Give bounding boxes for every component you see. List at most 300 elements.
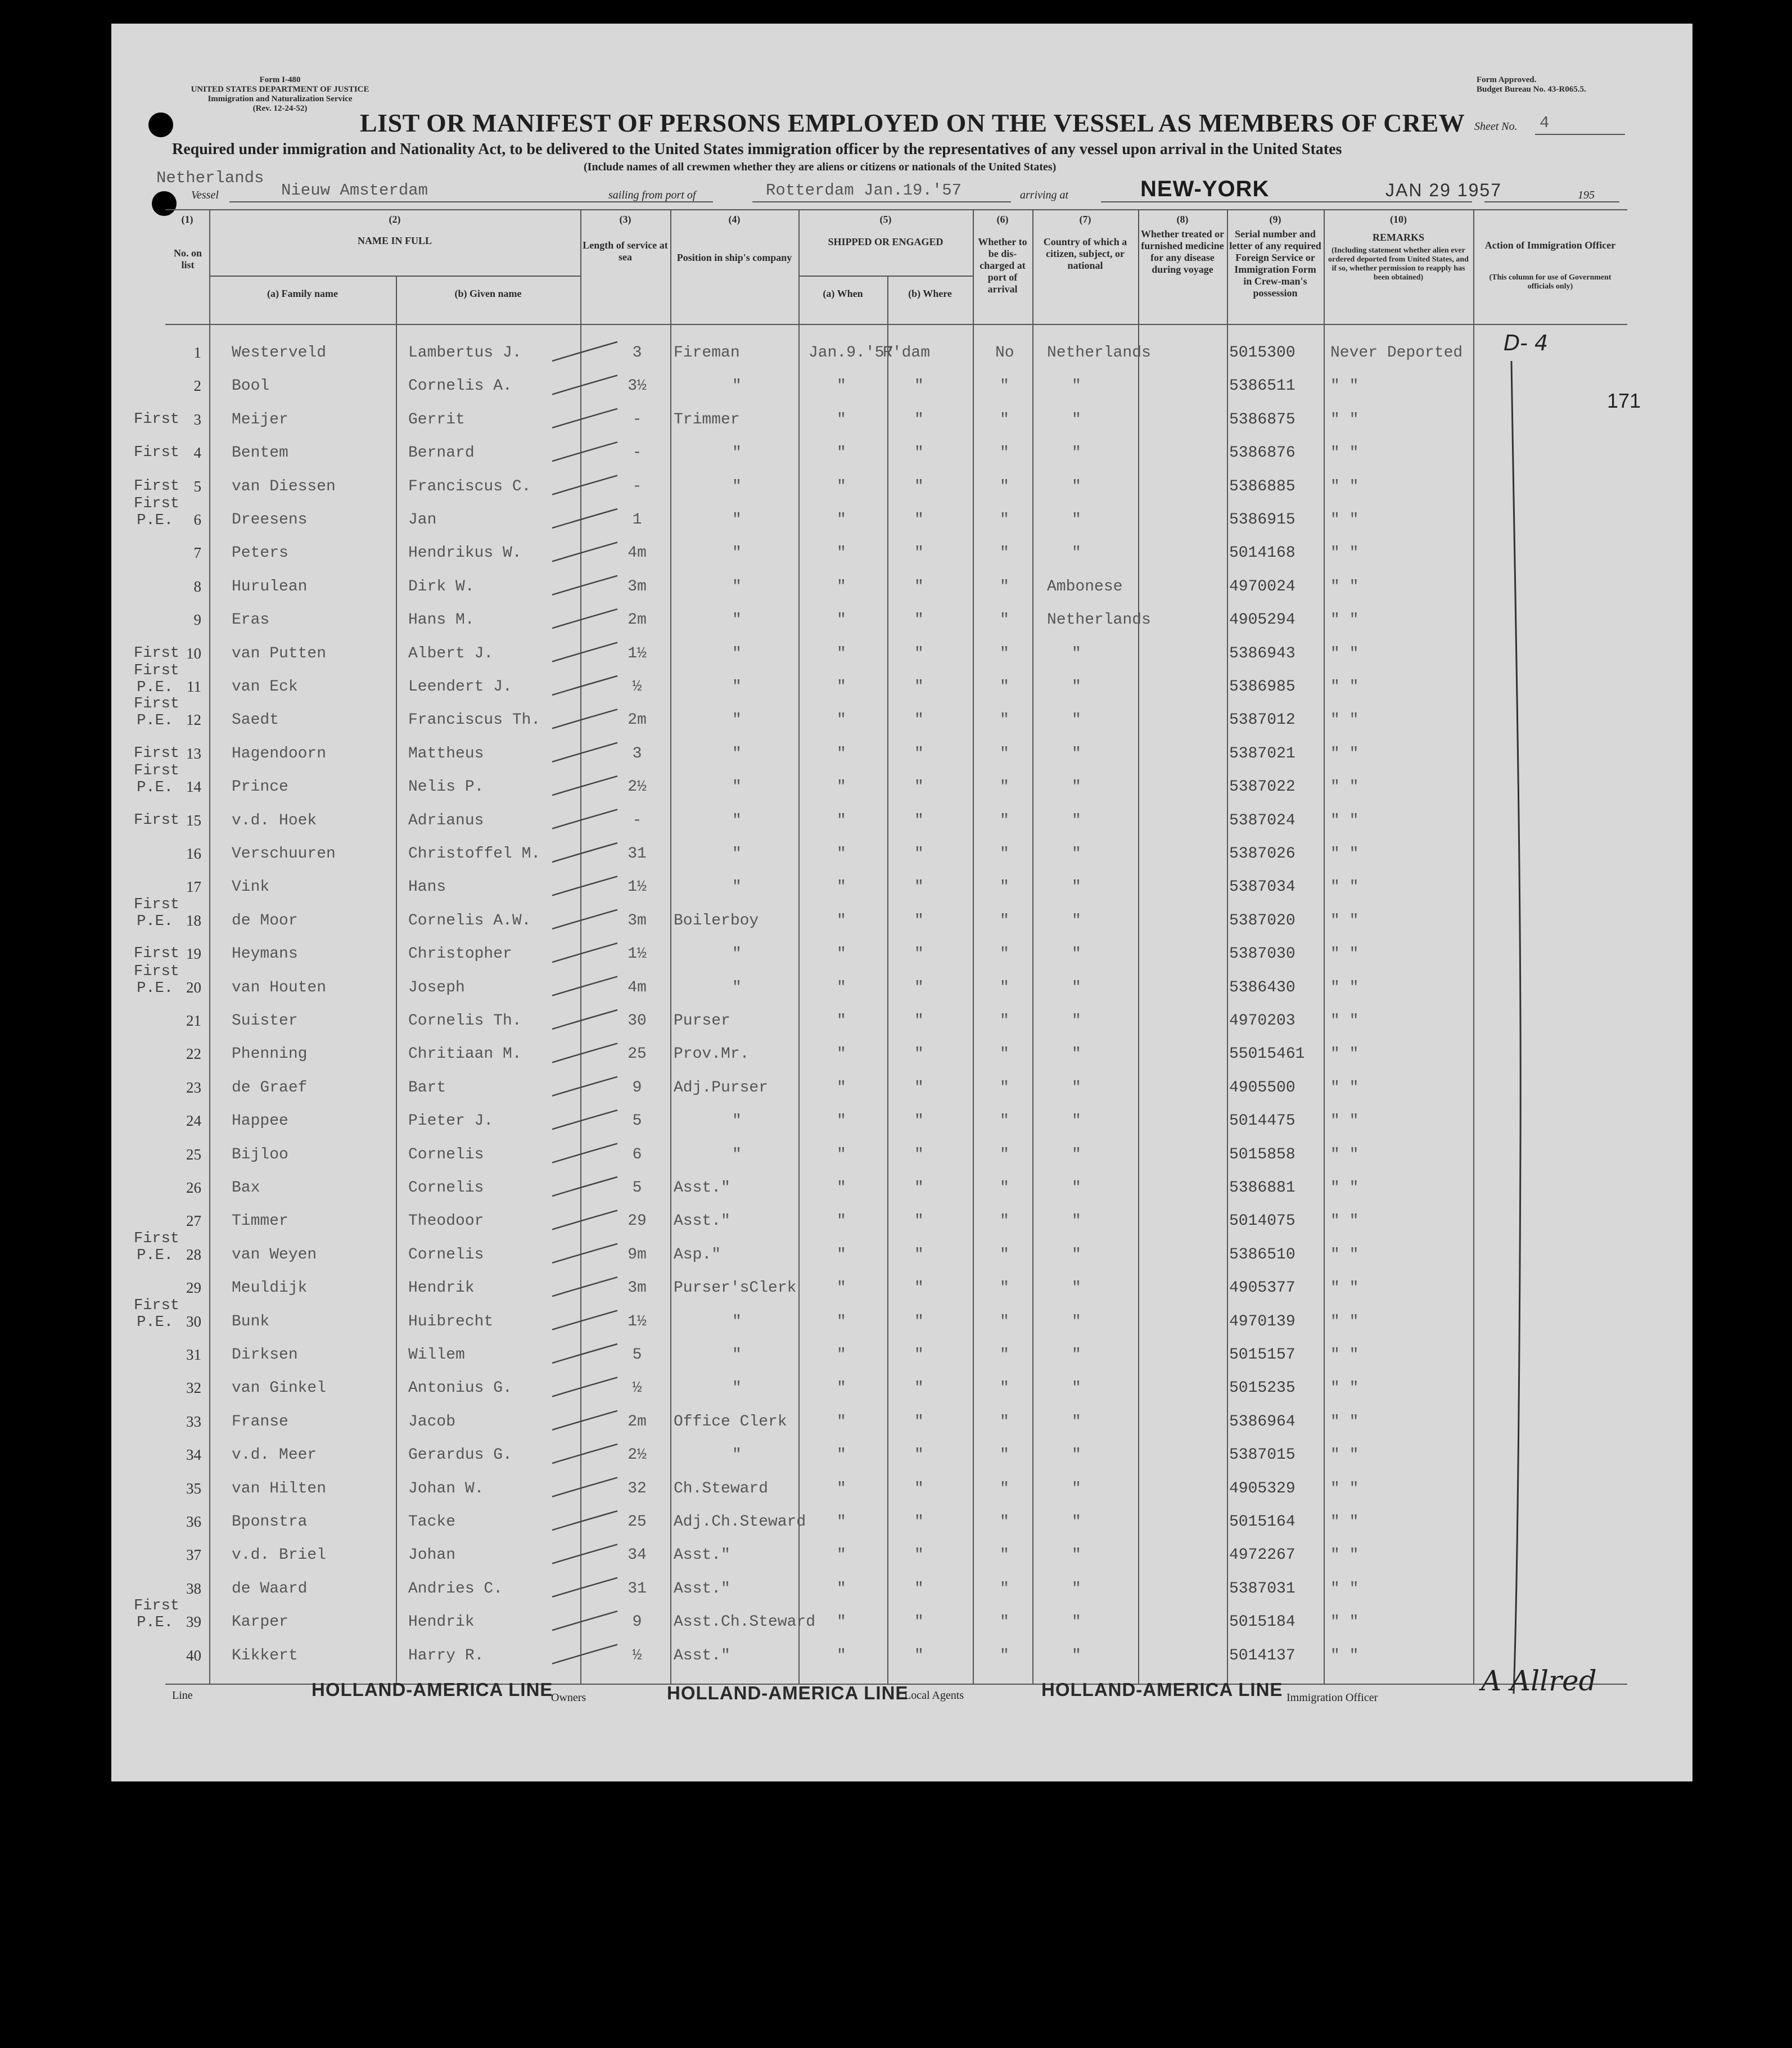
- shipped-where-cell: R'dam: [883, 344, 931, 362]
- remarks-cell: " ": [1330, 1279, 1359, 1297]
- shipped-where-cell: ": [914, 1079, 924, 1097]
- position-cell: ": [732, 611, 742, 629]
- shipped-when-cell: ": [837, 544, 846, 562]
- col2a-header: (a) Family name: [267, 288, 338, 299]
- family-name-cell: Franse: [232, 1413, 288, 1431]
- remarks-cell: " ": [1330, 845, 1359, 863]
- service-length-cell: 31: [628, 845, 647, 863]
- serial-number-cell: 5386985: [1229, 678, 1296, 696]
- row-number-cell: 34: [186, 1446, 201, 1464]
- year-label: 195: [1578, 189, 1595, 201]
- margin-note: First: [134, 945, 180, 963]
- shipped-when-cell: ": [837, 811, 846, 829]
- row-number-cell: 17: [186, 878, 201, 896]
- position-cell: ": [732, 678, 742, 696]
- check-mark: [552, 576, 617, 595]
- sheet-number: 4: [1540, 114, 1550, 132]
- country-cell: ": [1072, 1279, 1081, 1297]
- remarks-cell: " ": [1330, 811, 1359, 829]
- sheet-label: Sheet No.: [1474, 120, 1518, 133]
- country-cell: ": [1072, 1346, 1081, 1364]
- col10-note: (Including statement whether alien ever ordered deported from United States, and if so, whether permission to reapply has been obtained): [1328, 246, 1469, 282]
- given-name-cell: Adrianus: [408, 811, 484, 829]
- family-name-cell: Prince: [232, 778, 288, 796]
- check-mark: [552, 409, 617, 428]
- given-name-cell: Hans: [408, 878, 446, 896]
- given-name-cell: Cornelis: [408, 1145, 484, 1163]
- col4-number: (4): [728, 214, 741, 225]
- row-number-cell: 39: [186, 1613, 201, 1631]
- discharged-cell: ": [1000, 1446, 1009, 1464]
- position-cell: ": [732, 1446, 742, 1464]
- shipped-where-cell: ": [914, 1580, 924, 1598]
- service-length-cell: 2½: [628, 1446, 647, 1464]
- page-title: LIST OR MANIFEST OF PERSONS EMPLOYED ON THE VESSEL AS MEMBERS OF CREW: [360, 109, 1465, 137]
- serial-number-cell: 5015858: [1229, 1145, 1296, 1163]
- shipped-where-cell: ": [914, 511, 924, 529]
- position-cell: ": [732, 1312, 742, 1330]
- margin-note: First P.E.: [134, 696, 180, 730]
- service-length-cell: 3: [632, 745, 642, 763]
- service-length-cell: 32: [628, 1479, 647, 1497]
- position-cell: ": [732, 978, 742, 996]
- shipped-when-cell: ": [837, 1446, 846, 1464]
- shipped-where-cell: ": [914, 912, 924, 930]
- given-name-cell: Theodoor: [408, 1212, 484, 1230]
- given-name-cell: Chritiaan M.: [408, 1045, 522, 1063]
- shipped-when-cell: ": [837, 1479, 846, 1497]
- col9-number: (9): [1269, 214, 1281, 225]
- given-name-cell: Christopher: [408, 945, 512, 963]
- country-cell: ": [1072, 1045, 1081, 1063]
- shipped-when-cell: ": [837, 1212, 846, 1230]
- departure-port: Rotterdam Jan.19.'57: [766, 181, 962, 200]
- remarks-cell: " ": [1330, 1646, 1359, 1664]
- shipped-where-cell: ": [914, 1279, 924, 1297]
- family-name-cell: Vink: [232, 878, 270, 896]
- service-length-cell: ½: [632, 1646, 642, 1664]
- check-mark: [552, 1544, 617, 1563]
- service-length-cell: 6: [632, 1145, 642, 1163]
- family-name-cell: Bijloo: [232, 1145, 288, 1163]
- officer-label: Immigration Officer: [1287, 1691, 1378, 1704]
- serial-number-cell: 4905500: [1229, 1079, 1296, 1097]
- discharged-cell: ": [1000, 878, 1009, 896]
- shipped-when-cell: ": [837, 611, 846, 629]
- given-name-cell: Huibrecht: [408, 1312, 494, 1330]
- discharged-cell: ": [1000, 410, 1009, 428]
- check-mark: [552, 943, 617, 962]
- country-cell: ": [1072, 1112, 1081, 1130]
- remarks-cell: " ": [1330, 978, 1359, 996]
- shipped-when-cell: ": [837, 1279, 846, 1297]
- country-cell: ": [1072, 1446, 1081, 1464]
- shipped-when-cell: ": [837, 1012, 846, 1030]
- margin-note: First: [134, 745, 180, 762]
- col10-number: (10): [1390, 214, 1407, 225]
- check-mark: [552, 1377, 617, 1396]
- shipped-when-cell: ": [837, 1379, 846, 1397]
- family-name-cell: Bax: [232, 1179, 260, 1197]
- check-mark: [552, 876, 617, 895]
- remarks-cell: " ": [1330, 1212, 1359, 1230]
- service-length-cell: 5: [632, 1179, 642, 1197]
- remarks-cell: " ": [1330, 1145, 1359, 1163]
- given-name-cell: Antonius G.: [408, 1379, 512, 1397]
- check-mark: [552, 476, 617, 495]
- col4-header: Position in ship's company: [676, 252, 792, 263]
- remarks-cell: " ": [1330, 1546, 1359, 1564]
- subtitle: Required under immigration and Nationality Act, to be delivered to the United States immigration officer by the representatives of any vessel upon arrival in the United States: [172, 141, 1342, 158]
- officer-signature: A Allred: [1481, 1664, 1597, 1697]
- given-name-cell: Christoffel M.: [408, 845, 541, 863]
- shipped-when-cell: ": [837, 578, 846, 596]
- check-mark: [552, 1244, 617, 1263]
- discharged-cell: ": [1000, 511, 1009, 529]
- service-length-cell: 2m: [628, 611, 647, 629]
- family-name-cell: van Hilten: [232, 1479, 327, 1497]
- family-name-cell: Dreesens: [232, 511, 308, 529]
- country-cell: ": [1072, 878, 1081, 896]
- shipped-when-cell: ": [837, 444, 846, 462]
- given-name-cell: Bart: [408, 1079, 446, 1097]
- row-number-cell: 13: [186, 745, 201, 762]
- country-cell: ": [1072, 811, 1081, 829]
- service-length-cell: 5: [632, 1346, 642, 1364]
- check-mark: [552, 1110, 617, 1129]
- check-mark: [552, 1210, 617, 1229]
- position-cell: Fireman: [674, 344, 740, 362]
- position-cell: ": [732, 444, 742, 462]
- remarks-cell: " ": [1330, 1413, 1359, 1431]
- given-name-cell: Franciscus Th.: [408, 711, 541, 729]
- shipped-where-cell: ": [914, 711, 924, 729]
- family-name-cell: Bponstra: [232, 1513, 308, 1531]
- serial-number-cell: 5014137: [1229, 1646, 1296, 1664]
- discharged-cell: ": [1000, 678, 1009, 696]
- service-length-cell: -: [632, 477, 642, 495]
- row-number-cell: 9: [193, 611, 201, 629]
- family-name-cell: Saedt: [232, 711, 279, 729]
- shipped-when-cell: ": [837, 1079, 846, 1097]
- shipped-where-cell: ": [914, 978, 924, 996]
- country-cell: ": [1072, 1413, 1081, 1431]
- position-cell: ": [732, 845, 742, 863]
- shipped-when-cell: ": [837, 1613, 846, 1631]
- discharged-cell: ": [1000, 578, 1009, 596]
- serial-number-cell: 5386885: [1229, 477, 1296, 495]
- shipped-where-cell: ": [914, 678, 924, 696]
- remarks-cell: " ": [1330, 444, 1359, 462]
- shipped-when-cell: ": [837, 377, 846, 395]
- discharged-cell: ": [1000, 1145, 1009, 1163]
- service-length-cell: 4m: [628, 544, 647, 562]
- position-cell: Asst.": [674, 1212, 730, 1230]
- remarks-cell: " ": [1330, 1346, 1359, 1364]
- margin-note: First P.E.: [134, 1598, 180, 1632]
- serial-number-cell: 5386943: [1229, 644, 1296, 662]
- shipped-when-cell: ": [837, 978, 846, 996]
- family-name-cell: van Ginkel: [232, 1379, 327, 1397]
- owners-name: HOLLAND-AMERICA LINE: [667, 1682, 909, 1703]
- serial-number-cell: 5386964: [1229, 1413, 1296, 1431]
- position-cell: Asst.": [674, 1179, 730, 1197]
- discharged-cell: ": [1000, 644, 1009, 662]
- margin-note: First P.E.: [134, 763, 180, 797]
- discharged-cell: ": [1000, 1646, 1009, 1664]
- remarks-cell: " ": [1330, 410, 1359, 428]
- discharged-cell: ": [1000, 1379, 1009, 1397]
- service-length-cell: 1½: [628, 945, 647, 963]
- remarks-cell: " ": [1330, 1613, 1359, 1631]
- given-name-cell: Cornelis: [408, 1246, 484, 1264]
- serial-number-cell: 5386875: [1229, 410, 1296, 428]
- discharged-cell: ": [1000, 1212, 1009, 1230]
- serial-number-cell: 5386915: [1229, 511, 1296, 529]
- discharged-cell: ": [1000, 1179, 1009, 1197]
- position-cell: Asst.": [674, 1580, 730, 1598]
- discharged-cell: ": [1000, 1112, 1009, 1130]
- given-name-cell: Hendrikus W.: [408, 544, 522, 562]
- col2b-header: (b) Given name: [454, 288, 522, 299]
- service-length-cell: 25: [628, 1045, 647, 1063]
- row-number-cell: 10: [186, 644, 201, 662]
- service-length-cell: 30: [628, 1012, 647, 1030]
- serial-number-cell: 4905329: [1229, 1479, 1296, 1497]
- discharged-cell: ": [1000, 711, 1009, 729]
- remarks-cell: " ": [1330, 1580, 1359, 1598]
- check-mark: [552, 1177, 617, 1196]
- serial-number-cell: 5387012: [1229, 711, 1296, 729]
- check-mark: [552, 1511, 617, 1530]
- country-cell: ": [1072, 678, 1081, 696]
- shipped-where-cell: ": [914, 1613, 924, 1631]
- serial-number-cell: 5387020: [1229, 912, 1296, 930]
- margin-note: First P.E.: [134, 495, 180, 529]
- given-name-cell: Tacke: [408, 1513, 456, 1531]
- shipped-where-cell: ": [914, 878, 924, 896]
- serial-number-cell: 5386510: [1229, 1246, 1296, 1264]
- shipped-when-cell: ": [837, 1646, 846, 1664]
- position-cell: ": [732, 578, 742, 596]
- country-cell: ": [1072, 1145, 1081, 1163]
- country-cell: ": [1072, 1546, 1081, 1564]
- arrival-port: NEW-YORK: [1140, 177, 1270, 201]
- col8-header: Whether treated or furnished medicine for any disease during voyage: [1140, 228, 1225, 275]
- family-name-cell: Dirksen: [232, 1346, 298, 1364]
- action-bracket-line: [1495, 361, 1540, 1699]
- remarks-cell: " ": [1330, 711, 1359, 729]
- family-name-cell: Bentem: [232, 444, 288, 462]
- shipped-when-cell: Jan.9.'57: [809, 344, 894, 362]
- row-number-cell: 14: [186, 778, 201, 796]
- check-mark: [552, 1277, 617, 1296]
- remarks-cell: " ": [1330, 1179, 1359, 1197]
- position-cell: ": [732, 811, 742, 829]
- shipped-where-cell: ": [914, 1179, 924, 1197]
- row-number-cell: 27: [186, 1212, 201, 1230]
- col3-number: (3): [619, 214, 631, 225]
- shipped-where-cell: ": [914, 611, 924, 629]
- country-cell: ": [1072, 945, 1081, 963]
- check-mark: [552, 1043, 617, 1062]
- shipped-when-cell: ": [837, 912, 846, 930]
- given-name-cell: Bernard: [408, 444, 475, 462]
- family-name-cell: Westerveld: [232, 344, 327, 362]
- col11-note: (This column for use of Government officials only): [1489, 273, 1612, 291]
- service-length-cell: 9m: [628, 1246, 647, 1264]
- position-cell: Trimmer: [674, 410, 740, 428]
- discharged-cell: ": [1000, 1479, 1009, 1497]
- remarks-cell: " ": [1330, 544, 1359, 562]
- agents-name: HOLLAND-AMERICA LINE: [1041, 1679, 1283, 1700]
- budget-bureau: Budget Bureau No. 43-R065.5.: [1477, 85, 1586, 94]
- position-cell: Adj.Purser: [674, 1079, 769, 1097]
- position-cell: ": [732, 1379, 742, 1397]
- arrival-date: JAN 29 1957: [1385, 180, 1502, 200]
- form-revision: (Rev. 12-24-52): [252, 104, 308, 113]
- shipped-when-cell: ": [837, 878, 846, 896]
- family-name-cell: Bool: [232, 377, 270, 395]
- manifest-page: [111, 24, 1692, 1781]
- shipped-where-cell: ": [914, 1346, 924, 1364]
- col2-header: NAME IN FULL: [357, 235, 432, 246]
- shipped-when-cell: ": [837, 945, 846, 963]
- country-cell: ": [1072, 845, 1081, 863]
- position-cell: Asst.": [674, 1646, 730, 1664]
- row-number-cell: 15: [186, 811, 201, 829]
- check-mark: [552, 1578, 617, 1597]
- col9-header: Serial number and letter of any required Foreign Service or Immigration Form in Crew-man's possession: [1229, 228, 1321, 299]
- family-name-cell: Bunk: [232, 1312, 270, 1330]
- row-number-cell: 28: [186, 1246, 201, 1263]
- row-number-cell: 21: [186, 1012, 201, 1029]
- margin-note: First P.E.: [134, 1297, 180, 1331]
- shipped-when-cell: ": [837, 1246, 846, 1264]
- remarks-cell: " ": [1330, 912, 1359, 930]
- col5a-header: (a) When: [823, 288, 863, 299]
- country-cell: ": [1072, 912, 1081, 930]
- check-mark: [552, 643, 617, 662]
- service-length-cell: 3: [632, 344, 642, 362]
- serial-number-cell: 5014168: [1229, 544, 1296, 562]
- service-length-cell: 3m: [628, 578, 647, 596]
- country-cell: ": [1072, 711, 1081, 729]
- row-number-cell: 19: [186, 945, 201, 963]
- col8-number: (8): [1176, 214, 1189, 225]
- service-length-cell: 9: [632, 1613, 642, 1631]
- line-name: HOLLAND-AMERICA LINE: [312, 1679, 553, 1700]
- given-name-cell: Cornelis A.: [408, 377, 512, 395]
- position-cell: Office Clerk: [674, 1413, 787, 1431]
- row-number-cell: 6: [193, 511, 201, 528]
- col5-header: SHIPPED OR ENGAGED: [828, 236, 944, 247]
- given-name-cell: Albert J.: [408, 644, 494, 662]
- position-cell: ": [732, 1112, 742, 1130]
- position-cell: ": [732, 477, 742, 495]
- check-mark: [552, 1010, 617, 1029]
- position-cell: Asst.Ch.Steward: [674, 1613, 816, 1631]
- discharged-cell: ": [1000, 845, 1009, 863]
- family-name-cell: Happee: [232, 1112, 288, 1130]
- remarks-cell: " ": [1330, 644, 1359, 662]
- agents-label: Local Agents: [904, 1689, 964, 1702]
- given-name-cell: Andries C.: [408, 1580, 503, 1598]
- margin-note: First P.E.: [134, 662, 180, 696]
- shipped-when-cell: ": [837, 1513, 846, 1531]
- position-cell: ": [732, 644, 742, 662]
- remarks-cell: " ": [1330, 377, 1359, 395]
- row-number-cell: 5: [193, 477, 201, 495]
- shipped-when-cell: ": [837, 410, 846, 428]
- discharged-cell: ": [1000, 1580, 1009, 1598]
- remarks-cell: " ": [1330, 1012, 1359, 1030]
- country-cell: ": [1072, 477, 1081, 495]
- check-mark: [552, 1144, 617, 1163]
- discharged-cell: ": [1000, 1613, 1009, 1631]
- position-cell: ": [732, 711, 742, 729]
- service-length-cell: 1½: [628, 1312, 647, 1330]
- shipped-where-cell: ": [914, 544, 924, 562]
- col3-header: Length of service at sea: [583, 240, 668, 263]
- position-cell: ": [732, 544, 742, 562]
- service-length-cell: ½: [632, 1379, 642, 1397]
- shipped-where-cell: ": [914, 1212, 924, 1230]
- discharged-cell: ": [1000, 978, 1009, 996]
- serial-number-cell: 4905377: [1229, 1279, 1296, 1297]
- given-name-cell: Nelis P.: [408, 778, 484, 796]
- position-cell: ": [732, 878, 742, 896]
- serial-number-cell: 5015157: [1229, 1346, 1296, 1364]
- country-cell: Netherlands: [1047, 611, 1151, 629]
- row-number-cell: 3: [193, 410, 201, 428]
- margin-note: First: [134, 477, 180, 495]
- remarks-cell: " ": [1330, 511, 1359, 529]
- row-number-cell: 33: [186, 1413, 201, 1430]
- remarks-cell: " ": [1330, 1079, 1359, 1097]
- position-cell: Asp.": [674, 1246, 721, 1264]
- service-name: Immigration and Naturalization Service: [207, 94, 353, 103]
- row-number-cell: 25: [186, 1145, 201, 1163]
- shipped-when-cell: ": [837, 644, 846, 662]
- country-cell: ": [1072, 1079, 1081, 1097]
- service-length-cell: 2½: [628, 778, 647, 796]
- shipped-where-cell: ": [914, 1246, 924, 1264]
- form-number: Form I-480: [259, 75, 301, 84]
- country-cell: ": [1072, 544, 1081, 562]
- serial-number-cell: 4970139: [1229, 1312, 1296, 1330]
- serial-number-cell: 5014075: [1229, 1212, 1296, 1230]
- shipped-where-cell: ": [914, 477, 924, 495]
- country-cell: ": [1072, 1012, 1081, 1030]
- given-name-cell: Johan: [408, 1546, 456, 1564]
- discharged-cell: ": [1000, 444, 1009, 462]
- remarks-cell: " ": [1330, 1379, 1359, 1397]
- shipped-when-cell: ": [837, 1346, 846, 1364]
- position-cell: Boilerboy: [674, 912, 759, 930]
- remarks-cell: " ": [1330, 678, 1359, 696]
- shipped-where-cell: ": [914, 1479, 924, 1497]
- country-cell: ": [1072, 1613, 1081, 1631]
- serial-number-cell: 5387015: [1229, 1446, 1296, 1464]
- country-cell: ": [1072, 1312, 1081, 1330]
- page-stamp: 171: [1607, 389, 1641, 412]
- serial-number-cell: 5386430: [1229, 978, 1296, 996]
- col6-header: Whether to be dis-charged at port of arrival: [978, 236, 1027, 295]
- service-length-cell: 1: [632, 511, 642, 529]
- discharged-cell: ": [1000, 1079, 1009, 1097]
- discharged-cell: ": [1000, 811, 1009, 829]
